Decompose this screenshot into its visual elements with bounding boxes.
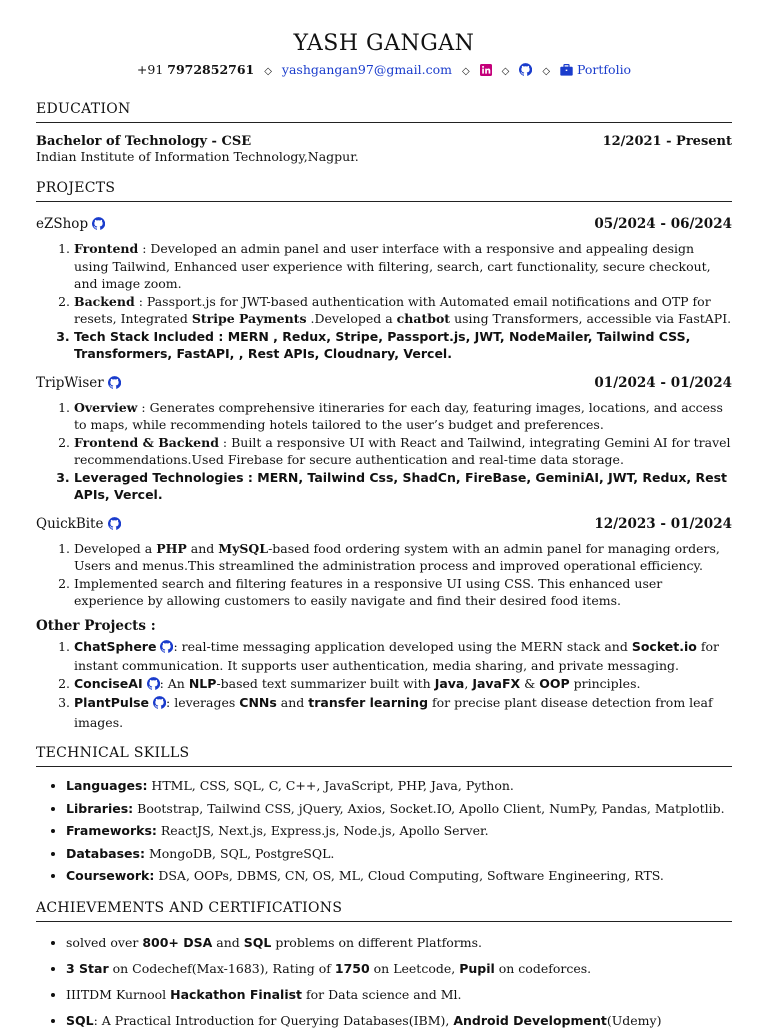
- briefcase-icon: [560, 64, 573, 80]
- project-tripwiser-list: [36, 399, 732, 504]
- portfolio-link[interactable]: Portfolio: [576, 62, 632, 77]
- github-icon[interactable]: [92, 217, 105, 234]
- other-projects-list: [36, 638, 732, 732]
- project-ezshop-list: [36, 240, 732, 363]
- achievements-heading: ACHIEVEMENTS AND CERTIFICATIONS: [36, 900, 732, 922]
- project-quickbite-header: [36, 516, 732, 534]
- project-tripwiser-header: [36, 375, 732, 393]
- diamond-separator-icon: ◇: [542, 66, 551, 77]
- github-icon[interactable]: [153, 696, 166, 714]
- list-item: 3. PlantPulse : leverages CNNs and transfer learning for precise plant disease detection from leaf images.: [74, 694, 732, 731]
- linkedin-icon[interactable]: [480, 64, 492, 80]
- project-name: QuickBite: [36, 515, 104, 532]
- diamond-separator-icon: ◇: [264, 66, 272, 77]
- institute: Indian Institute of Information Technology,Nagpur.: [36, 149, 359, 164]
- project-name: eZShop: [36, 216, 89, 232]
- project-dates: 05/2024 - 06/2024: [594, 216, 732, 232]
- project-dates: 01/2024 - 01/2024: [594, 374, 732, 391]
- github-icon[interactable]: [108, 517, 121, 534]
- project-dates: 12/2023 - 01/2024: [594, 515, 732, 532]
- education-heading: EDUCATION: [36, 101, 732, 123]
- list-item: • Frameworks: ReactJS, Next.js, Express.js, Node.js, Apollo Server.: [66, 820, 732, 843]
- github-icon[interactable]: [108, 376, 121, 393]
- degree: Bachelor of Technology - CSE: [36, 134, 252, 149]
- github-icon[interactable]: [160, 640, 173, 658]
- list-item: 2. Frontend & Backend : Built a responsive UI with React and Tailwind, integrating Gemini AI for travel recommendations.Used Firebase for secure authentication and real-time data storage.: [74, 434, 732, 469]
- github-icon[interactable]: [147, 677, 160, 695]
- github-icon[interactable]: [519, 63, 532, 80]
- phone-number[interactable]: 7972852761: [167, 62, 255, 77]
- skills-heading: TECHNICAL SKILLS: [36, 745, 732, 767]
- project-name: TripWiser: [36, 374, 104, 391]
- list-item: 3. Leveraged Technologies : MERN, Tailwind Css, ShadCn, FireBase, GeminiAI, JWT, Redux, Rest APIs, Vercel.: [74, 469, 732, 504]
- projects-heading: PROJECTS: [36, 180, 732, 202]
- diamond-separator-icon: ◇: [501, 66, 510, 77]
- education-row: [36, 134, 732, 149]
- project-ezshop-header: [36, 216, 732, 234]
- list-item: • solved over 800+ DSA and SQL problems on different Platforms.: [66, 930, 732, 956]
- skills-list: [36, 775, 732, 888]
- project-quickbite-list: [36, 540, 732, 610]
- other-projects-heading: Other Projects :: [36, 617, 156, 634]
- diamond-separator-icon: ◇: [461, 66, 470, 77]
- list-item: • IIITDM Kurnool Hackathon Finalist for Data science and Ml.: [66, 982, 732, 1008]
- list-item: • SQL: A Practical Introduction for Querying Databases(IBM), Android Development(Udemy): [66, 1008, 732, 1034]
- list-item: • Libraries: Bootstrap, Tailwind CSS, jQuery, Axios, Socket.IO, Apollo Client, NumPy, Pandas, Matplotlib.: [66, 798, 732, 821]
- list-item: • Coursework: DSA, OOPs, DBMS, CN, OS, ML, Cloud Computing, Software Engineering, RTS.: [66, 865, 732, 888]
- list-item: • 3 Star on Codechef(Max-1683), Rating of 1750 on Leetcode, Pupil on codeforces.: [66, 956, 732, 982]
- candidate-name: YASH GANGAN: [293, 31, 475, 56]
- achievements-list: [36, 930, 732, 1034]
- list-item: 2. Implemented search and filtering features in a responsive UI using CSS. This enhanced user experience by allowing customers to easily navigate and find their desired food items.: [74, 575, 732, 610]
- list-item: • Databases: MongoDB, SQL, PostgreSQL.: [66, 843, 732, 866]
- list-item: 1. ChatSphere : real-time messaging application developed using the MERN stack and Socket.io for instant communication. It supports user authentication, media sharing, and private messaging.: [74, 638, 732, 675]
- education-dates: 12/2021 - Present: [602, 134, 732, 149]
- list-item: 1. Overview : Generates comprehensive itineraries for each day, featuring images, locations, and access to maps, while recommending hotels tailored to the user’s budget and preferences.: [74, 399, 732, 434]
- list-item: 3. Tech Stack Included : MERN , Redux, Stripe, Passport.js, JWT, NodeMailer, Tailwind CSS, Transformers, FastAPI, , Rest APIs, Cloudnary, Vercel.: [74, 328, 732, 363]
- list-item: 1. Developed a PHP and MySQL-based food ordering system with an admin panel for managing orders, Users and menus.This streamlined the administration process and improved operational efficiency.: [74, 540, 732, 575]
- email-link[interactable]: yashgangan97@gmail.com: [281, 62, 452, 77]
- list-item: • Languages: HTML, CSS, SQL, C, C++, JavaScript, PHP, Java, Python.: [66, 775, 732, 798]
- list-item: 1. Frontend : Developed an admin panel and user interface with a responsive and appealing design using Tailwind, Enhanced user experience with filtering, search, cart functionality, secure checkout, and image zoom.: [74, 240, 732, 293]
- phone-prefix: +91: [136, 62, 164, 77]
- list-item: 2. Backend : Passport.js for JWT-based authentication with Automated email notifications and OTP for resets, Integrated Stripe Payments .Developed a chatbot using Transformers, accessible via FastAPI.: [74, 293, 732, 328]
- contact-line: [36, 62, 732, 80]
- list-item: 2. ConciseAI : An NLP-based text summarizer built with Java, JavaFX & OOP principles.: [74, 675, 732, 695]
